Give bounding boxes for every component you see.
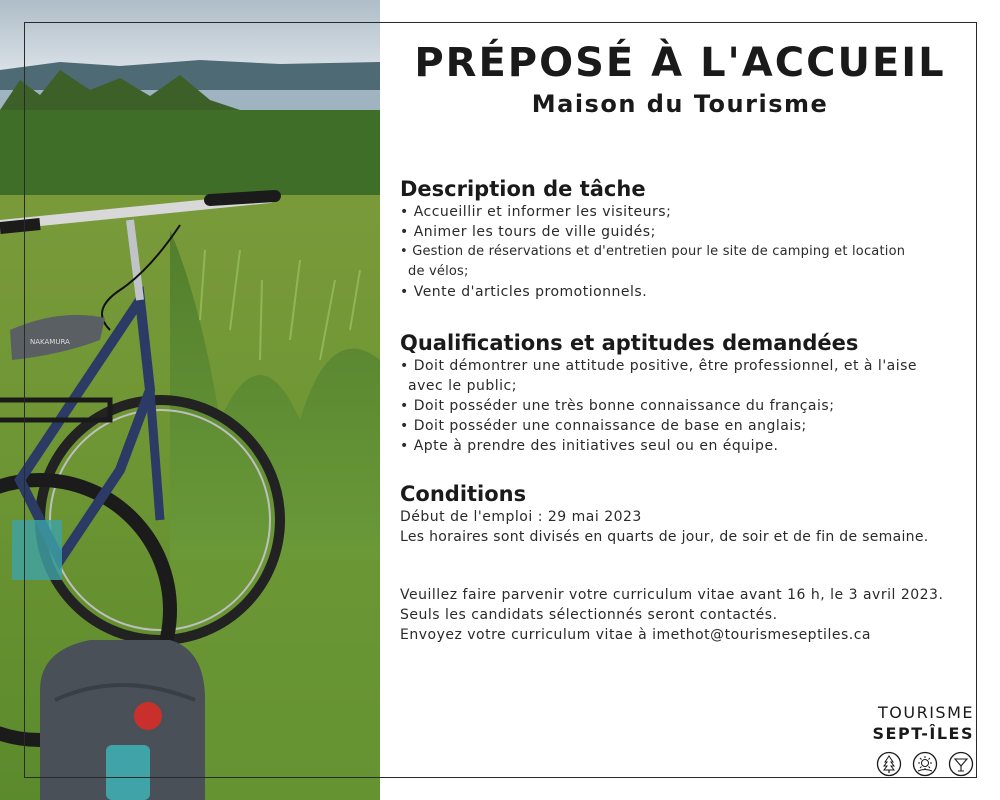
page-subtitle: Maison du Tourisme [531,90,829,118]
list-item: • Animer les tours de ville guidés; [400,224,656,240]
qualifications-heading: Qualifications et aptitudes demandées [400,331,859,355]
list-item: • Accueillir et informer les visiteurs; [400,204,672,220]
list-item: avec le public; [408,378,517,394]
list-item: • Vente d'articles promotionnels. [400,284,648,300]
selection-text: Seuls les candidats sélectionnés seront contactés. [400,607,778,623]
background-photo [0,0,380,800]
list-item: • Apte à prendre des initiatives seul ou en équipe. [400,438,779,454]
deadline-text: Veuillez faire parvenir votre curriculum vitae avant 16 h, le 3 avril 2023. [400,587,944,603]
seat-label: NAKAMURA [30,338,70,346]
cocktail-icon [948,751,974,777]
list-item: de vélos; [408,264,469,279]
conditions-section [400,481,929,547]
start-date: Début de l'emploi : 29 mai 2023 [400,509,642,525]
qualifications-section [400,330,917,456]
conditions-heading: Conditions [400,482,527,506]
qualifications-list [400,356,917,456]
tasks-list [400,202,905,302]
tasks-section [400,176,905,302]
logo-icons [862,751,974,777]
list-item: • Doit posséder une très bonne connaissance du français; [400,398,835,414]
logo-line-1: TOURISME [878,703,974,722]
tree-icon [876,751,902,777]
sun-icon [912,751,938,777]
application-notes [400,585,943,645]
logo-line-2: SEPT-ÎLES [872,724,974,743]
list-item: • Doit démontrer une attitude positive, être professionnel, et à l'aise [400,358,918,374]
tourisme-logo [862,703,974,777]
tasks-heading: Description de tâche [400,177,646,201]
list-item: • Gestion de réservations et d'entretien pour le site de camping et location [400,244,906,259]
page-title: PRÉPOSÉ À L'ACCUEIL [414,40,946,86]
schedule-text: Les horaires sont divisés en quarts de jour, de soir et de fin de semaine. [400,529,929,545]
email-text[interactable]: Envoyez votre curriculum vitae à imethot@tourismeseptiles.ca [400,627,871,643]
list-item: • Doit posséder une connaissance de base en anglais; [400,418,807,434]
bicycle-field-image [0,0,380,800]
